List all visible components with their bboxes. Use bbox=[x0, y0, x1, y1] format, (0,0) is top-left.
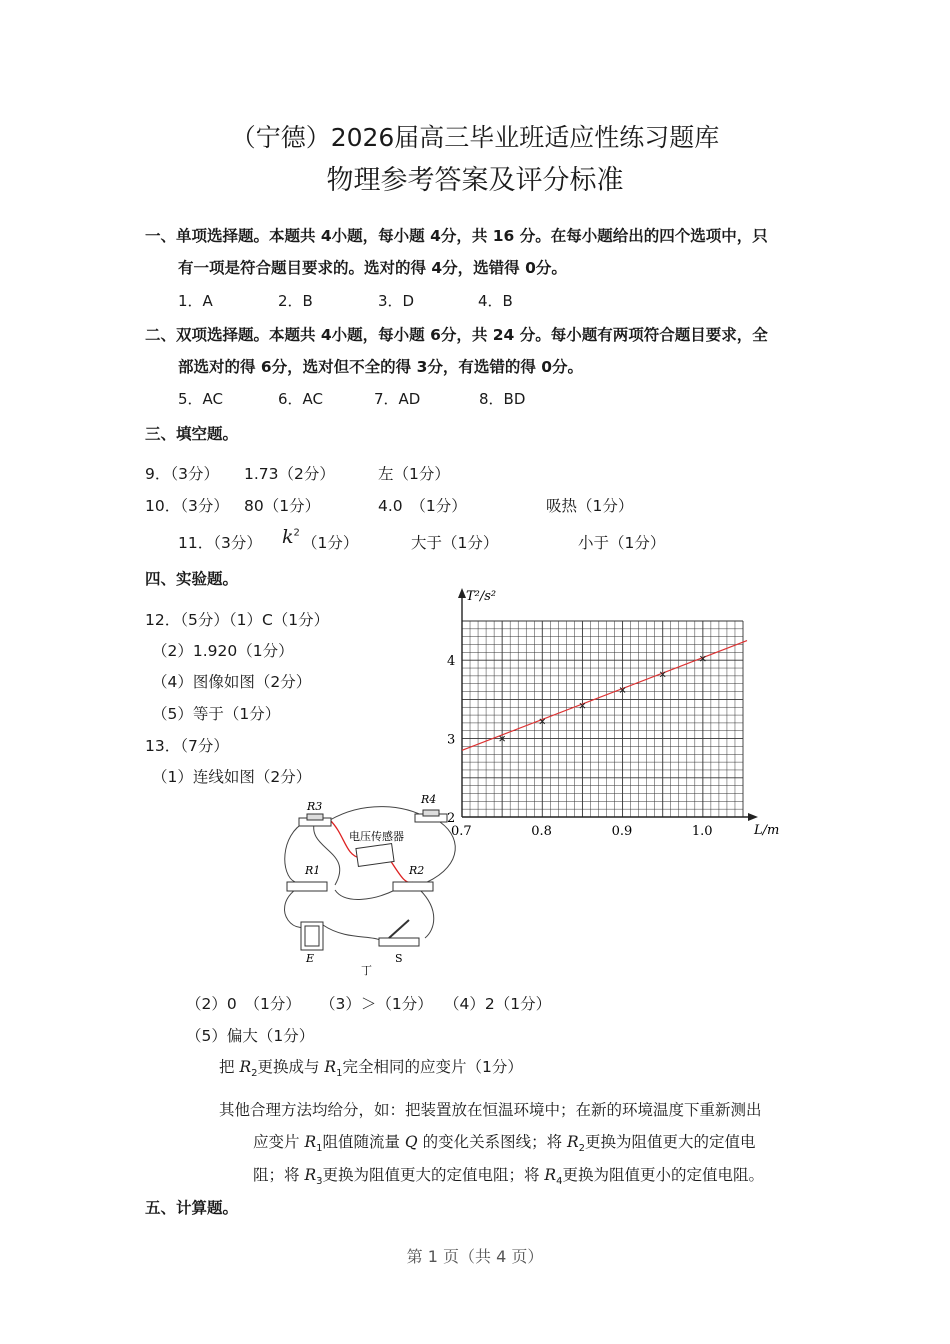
q9-answer-2: 左（1分） bbox=[378, 465, 450, 483]
q10-number: 10．（3分） bbox=[145, 497, 229, 515]
battery bbox=[301, 922, 323, 965]
q13-alt-line-2: 应变片 $R_1$阻值随流量 Q 的变化关系图线；将 $R_2$更换为阻值更大的定值电 bbox=[253, 1133, 756, 1155]
q10-answer-3: 吸热（1分） bbox=[546, 497, 634, 515]
q13-answer-2: （2）0 （1分） bbox=[186, 995, 301, 1013]
svg-text:电压传感器: 电压传感器 bbox=[349, 830, 404, 843]
x-tick-label: 0.7 bbox=[451, 824, 472, 839]
q13-line-1: 13．（7分） bbox=[145, 737, 229, 755]
y-axis-label: T²/s² bbox=[466, 589, 497, 604]
svg-text:E: E bbox=[306, 952, 315, 965]
answer-8: 8．BD bbox=[479, 390, 526, 408]
section3-heading: 三、填空题。 bbox=[145, 425, 239, 443]
answer-1: 1．A bbox=[178, 292, 213, 310]
figure-caption: 丁 bbox=[361, 964, 372, 977]
resistor-r2 bbox=[393, 864, 433, 891]
q10-answer-1: 80（1分） bbox=[244, 497, 321, 515]
voltage-sensor bbox=[349, 829, 404, 866]
q12-line-1: 12．（5分）（1）C（1分） bbox=[145, 611, 330, 629]
y-axis-arrow-icon bbox=[458, 588, 466, 598]
q13-answer-3: （3）＞（1分） bbox=[320, 995, 433, 1013]
q11-number: 11．（3分） bbox=[178, 534, 262, 552]
svg-text:R1: R1 bbox=[305, 864, 321, 877]
page-subtitle: 物理参考答案及评分标准 bbox=[326, 165, 624, 196]
section4-heading: 四、实验题。 bbox=[145, 570, 239, 588]
y-tick-label: 3 bbox=[447, 732, 456, 748]
svg-text:S: S bbox=[395, 952, 403, 965]
answer-2: 2．B bbox=[278, 292, 313, 310]
t2-l-graph bbox=[440, 584, 790, 840]
q12-line-2: （2）1.920（1分） bbox=[152, 642, 294, 660]
page-footer: 第 1 页（共 4 页） bbox=[406, 1247, 544, 1266]
x-axis-label: L/m bbox=[754, 823, 780, 838]
resistor-r3 bbox=[299, 800, 331, 826]
svg-text:R2: R2 bbox=[409, 864, 425, 877]
section1-heading: 一、单项选择题。本题共 4小题，每小题 4分，共 16 分。在每小题给出的四个选项中，只 bbox=[145, 227, 768, 245]
q13-answer-5: （5）偏大（1分） bbox=[186, 1027, 315, 1045]
resistor-r1 bbox=[287, 864, 327, 891]
section5-heading: 五、计算题。 bbox=[145, 1199, 239, 1217]
y-tick-label: 2 bbox=[447, 811, 456, 826]
page-title: （宁德）2026届高三毕业班适应性练习题库 bbox=[230, 123, 720, 152]
answer-6: 6．AC bbox=[278, 390, 324, 408]
q11-answer-1-formula: $k^2$ bbox=[282, 526, 300, 548]
q12-line-4: （5）等于（1分） bbox=[152, 705, 281, 723]
q11-answer-3: 小于（1分） bbox=[578, 534, 666, 552]
x-tick-label: 0.9 bbox=[611, 824, 633, 839]
q10-answer-2: 4.0 （1分） bbox=[378, 497, 467, 515]
switch bbox=[379, 920, 419, 965]
q13-alt-line-3: 阻；将 $R_3$更换为阻值更大的定值电阻；将 $R_4$更换为阻值更小的定值电阻。 bbox=[253, 1166, 764, 1188]
svg-text:R4: R4 bbox=[421, 793, 437, 806]
x-tick-label: 0.8 bbox=[531, 824, 552, 839]
answer-5: 5．AC bbox=[178, 390, 224, 408]
q9-number: 9．（3分） bbox=[145, 465, 219, 483]
graph-grid bbox=[462, 621, 743, 817]
section2-heading: 二、双项选择题。本题共 4小题，每小题 6分，共 24 分。每小题有两项符合题目要求，全 bbox=[145, 326, 768, 344]
x-tick-label: 1.0 bbox=[691, 824, 713, 839]
answer-3: 3．D bbox=[378, 292, 415, 310]
resistor-r4 bbox=[415, 793, 447, 822]
q13-alt-line-1: 其他合理方法均给分，如：把装置放在恒温环境中；在新的环境温度下重新测出 bbox=[219, 1101, 762, 1119]
svg-text:R3: R3 bbox=[307, 800, 323, 813]
y-tick-label: 4 bbox=[447, 654, 456, 670]
q9-answer-1: 1.73（2分） bbox=[244, 465, 335, 483]
circuit-diagram bbox=[275, 790, 475, 980]
q13-fix-method: 把 $R_2$更换成与 $R_1$完全相同的应变片（1分） bbox=[219, 1058, 523, 1080]
section2-heading-cont: 部选对的得 6分，选对但不全的得 3分，有选错的得 0分。 bbox=[178, 358, 584, 376]
answer-7: 7．AD bbox=[374, 390, 421, 408]
q11-answer-2: 大于（1分） bbox=[411, 534, 499, 552]
section1-heading-cont: 有一项是符合题目要求的。选对的得 4分，选错得 0分。 bbox=[178, 259, 567, 277]
x-axis-arrow-icon bbox=[748, 813, 758, 821]
answer-4: 4．B bbox=[478, 292, 513, 310]
q12-line-3: （4）图像如图（2分） bbox=[152, 673, 312, 691]
q13-line-2: （1）连线如图（2分） bbox=[152, 768, 312, 786]
q11-answer-1-score: （1分） bbox=[302, 534, 359, 552]
q13-answer-4: （4）2（1分） bbox=[444, 995, 552, 1013]
